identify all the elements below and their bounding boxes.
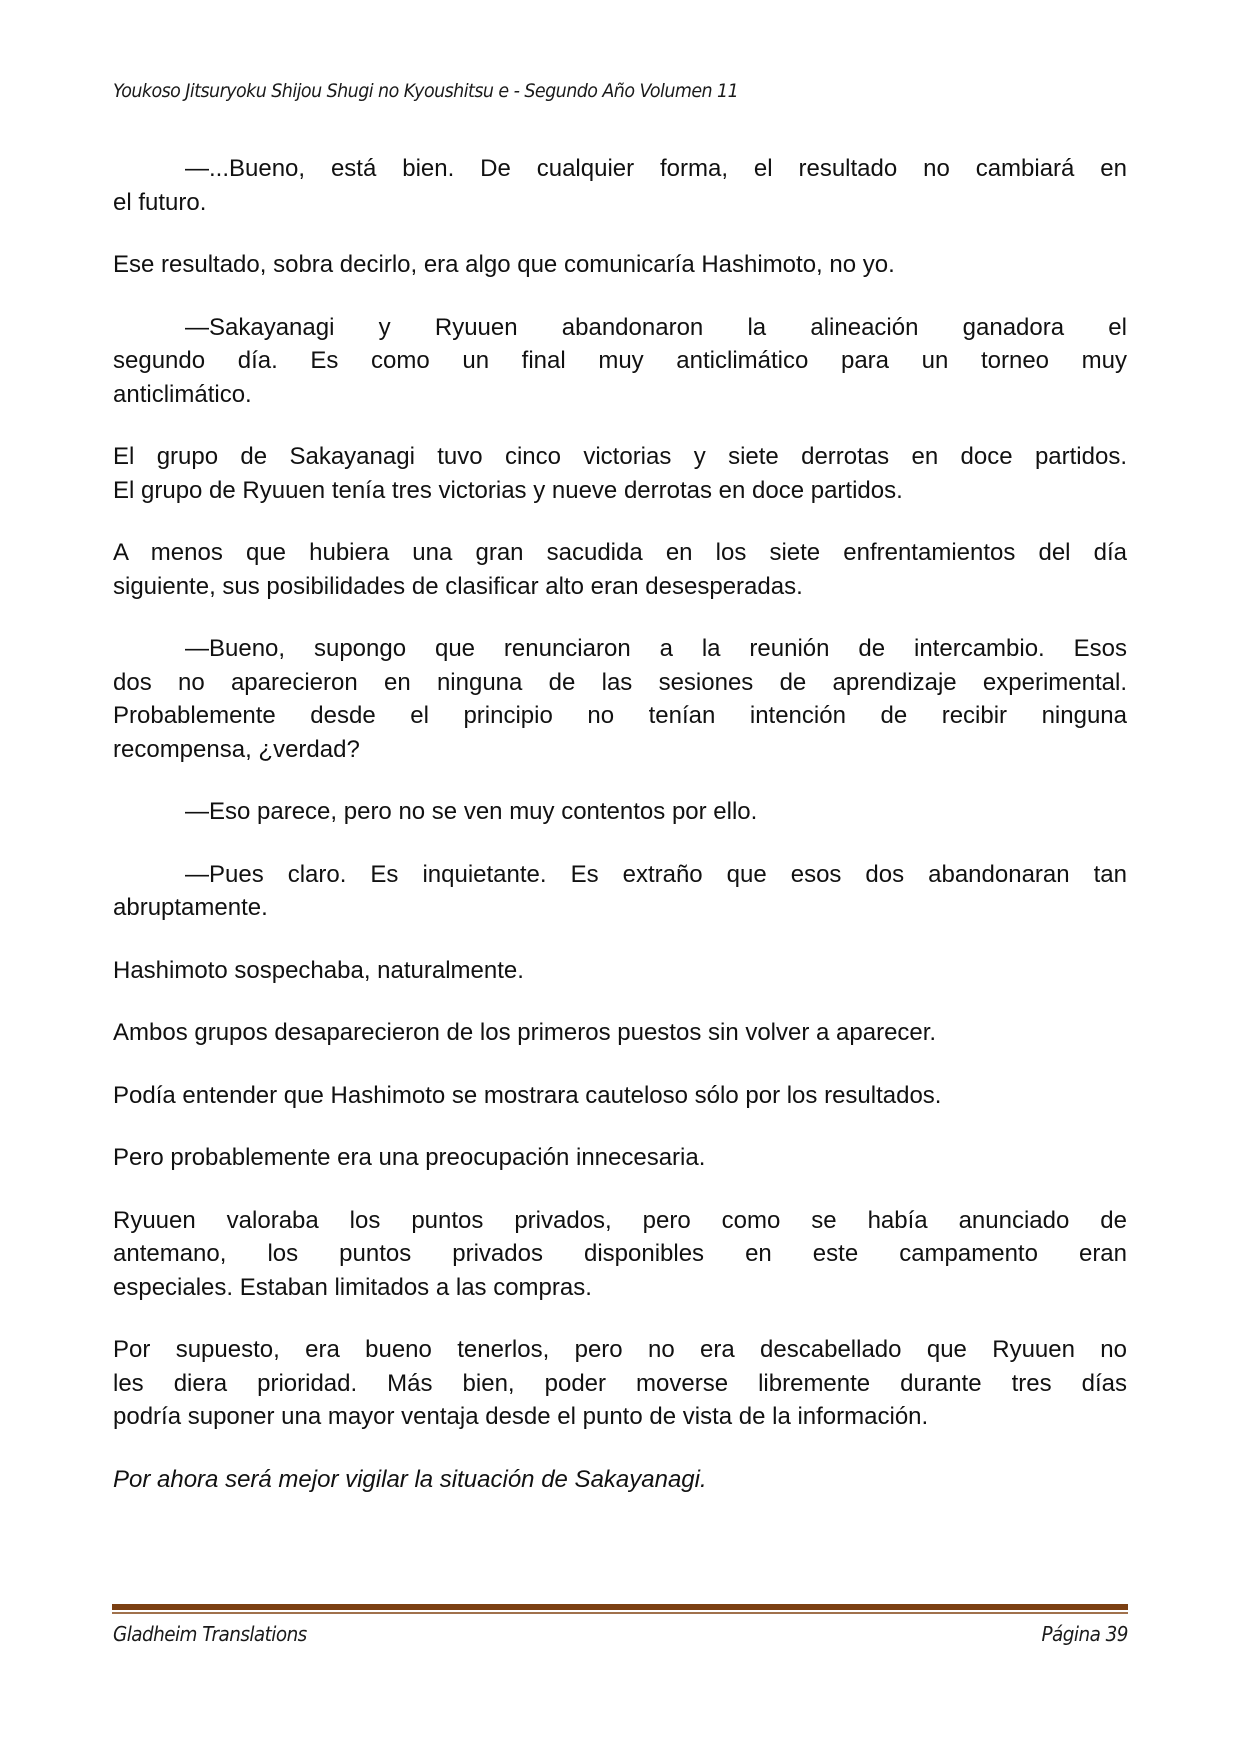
paragraph — [113, 536, 1127, 603]
text-line: Pero probablemente era una preocupación innecesaria. — [113, 1144, 706, 1171]
text-line: podría suponer una mayor ventaja desde el punto de vista de la información. — [113, 1403, 929, 1430]
paragraph — [113, 1079, 1127, 1113]
text-line: —Bueno, supongo que renunciaron a la reunión de intercambio. Esos — [185, 635, 1127, 662]
text-line: El grupo de Sakayanagi tuvo cinco victorias y siete derrotas en doce partidos. — [113, 443, 1127, 470]
text-line: El grupo de Ryuuen tenía tres victorias y nueve derrotas en doce partidos. — [113, 476, 903, 504]
footer-rule-thin — [112, 1612, 1128, 1614]
text-line: recompensa, ¿verdad? — [113, 735, 360, 763]
text-line: el futuro. — [113, 188, 207, 216]
text-line: abruptamente. — [113, 894, 268, 921]
text-line: —Eso parece, pero no se ven muy contentos por ello. — [185, 798, 758, 825]
paragraph — [113, 248, 1127, 282]
text-line: Por supuesto, era bueno tenerlos, pero no era descabellado que Ryuuen no — [113, 1336, 1127, 1363]
text-line: Ambos grupos desaparecieron de los primeros puestos sin volver a aparecer. — [113, 1019, 937, 1046]
text-line: Por ahora será mejor vigilar la situación de Sakayanagi. — [113, 1465, 707, 1493]
paragraph — [113, 440, 1127, 507]
text-line: Probablemente desde el principio no tenían intención de recibir ninguna — [113, 702, 1127, 729]
paragraph — [113, 1141, 1127, 1175]
text-line: Hashimoto sospechaba, naturalmente. — [113, 956, 524, 984]
text-line: les diera prioridad. Más bien, poder moverse libremente durante tres días — [113, 1369, 1127, 1397]
text-line: siguiente, sus posibilidades de clasificar alto eran desesperadas. — [113, 572, 803, 600]
text-line: especiales. Estaban limitados a las compras. — [113, 1273, 592, 1301]
text-line: Podía entender que Hashimoto se mostrara cauteloso sólo por los resultados. — [113, 1081, 942, 1109]
paragraph — [113, 1204, 1127, 1305]
text-line: —Pues claro. Es inquietante. Es extraño que esos dos abandonaran tan — [185, 860, 1127, 888]
text-line: Ryuuen valoraba los puntos privados, pero como se había anunciado de — [113, 1206, 1127, 1234]
text-line: anticlimático. — [113, 380, 252, 408]
paragraph — [113, 311, 1127, 412]
text-line: segundo día. Es como un final muy anticlimático para un torneo muy — [113, 347, 1127, 374]
text-line: antemano, los puntos privados disponibles en este campamento eran — [113, 1240, 1127, 1267]
text-line: Ese resultado, sobra decirlo, era algo que comunicaría Hashimoto, no yo. — [113, 251, 895, 278]
text-line: A menos que hubiera una gran sacudida en los siete enfrentamientos del día — [113, 539, 1127, 566]
paragraph — [113, 152, 1127, 219]
running-header: Youkoso Jitsuryoku Shijou Shugi no Kyoushitsu e - Segundo Año Volumen 11 — [113, 80, 739, 102]
paragraph — [113, 632, 1127, 766]
page-number: Página 39 — [1041, 1622, 1128, 1646]
paragraph — [113, 1463, 1127, 1497]
footer-credit: Gladheim Translations — [113, 1622, 307, 1646]
text-line: —...Bueno, está bien. De cualquier forma, el resultado no cambiará en — [185, 155, 1127, 182]
paragraph — [113, 795, 1127, 829]
text-line: —Sakayanagi y Ryuuen abandonaron la alineación ganadora el — [185, 313, 1127, 341]
footer-rule — [112, 1604, 1128, 1610]
paragraph — [113, 954, 1127, 988]
paragraph — [113, 1016, 1127, 1050]
paragraph — [113, 858, 1127, 925]
page-body — [113, 152, 1127, 1525]
text-line: dos no aparecieron en ninguna de las sesiones de aprendizaje experimental. — [113, 668, 1127, 696]
paragraph — [113, 1333, 1127, 1434]
